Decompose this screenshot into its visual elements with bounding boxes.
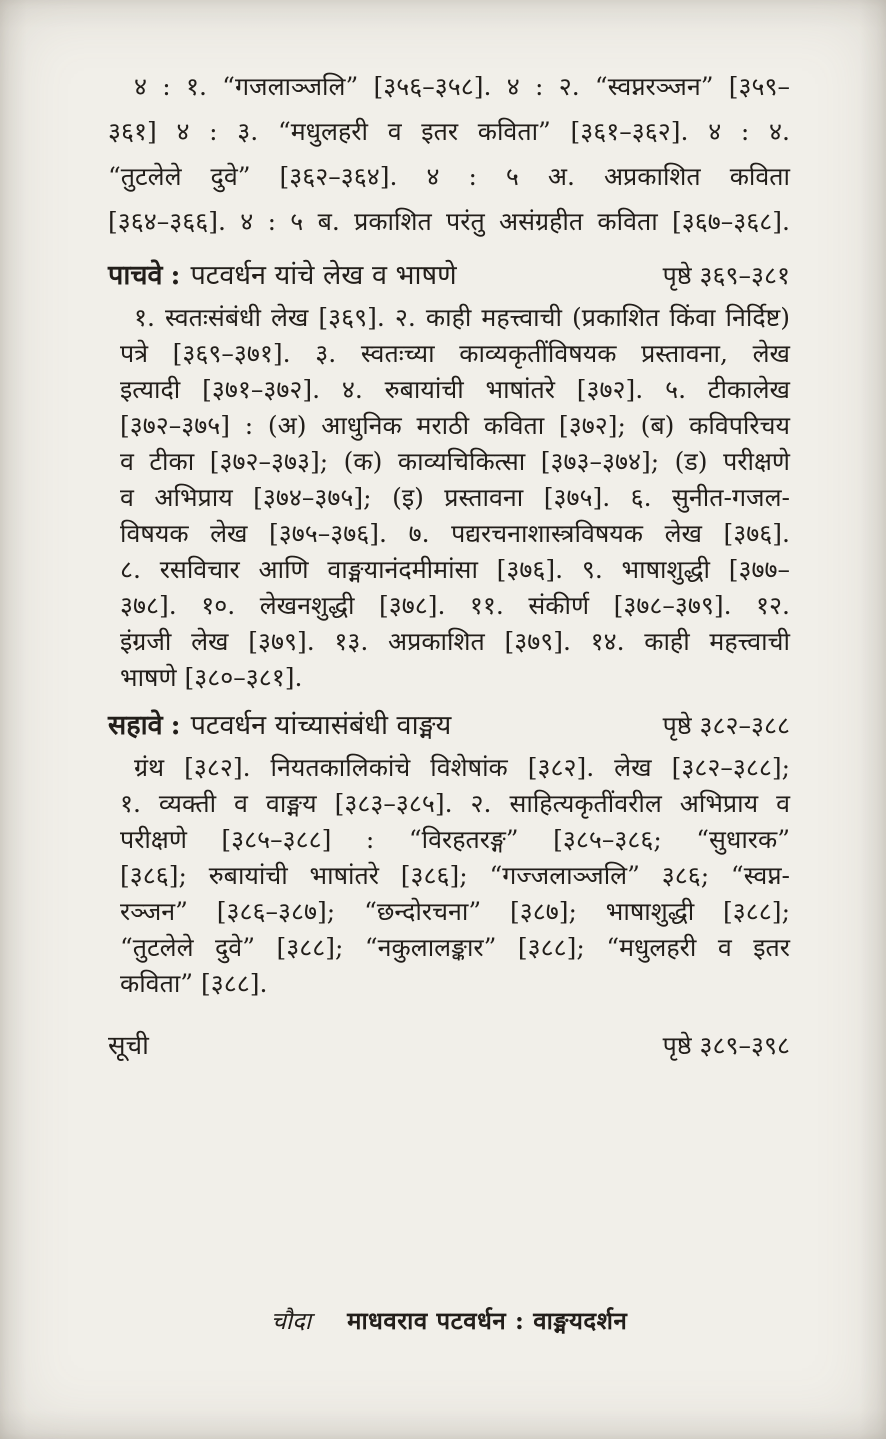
running-book-title: माधवराव पटवर्धन : वाङ्मयदर्शन [347, 1306, 628, 1335]
section-page-range: पृष्ठे ३८२–३८८ [662, 711, 790, 740]
toc-line: परीक्षणे [३८५–३८८] : “विरहतरङ्ग” [३८५–३८६; “सुधारक” [120, 825, 790, 854]
toc-line: [३८६]; रुबायांची भाषांतरे [३८६]; “गज्जलाञ्जलि” ३८६; “स्वप्न- [120, 861, 790, 890]
toc-line: विषयक लेख [३७५–३७६]. ७. पद्यरचनाशास्त्रविषयक लेख [३७६]. [120, 519, 790, 548]
toc-intro-paragraph [108, 64, 790, 244]
toc-line: १. व्यक्ती व वाङ्मय [३८३–३८५]. २. साहित्यकृतींवरील अभिप्राय व [120, 789, 790, 818]
folio-page-word: चौदा [270, 1307, 312, 1335]
toc-line: “तुटलेले दुवे” [३८८]; “नकुलालङ्कार” [३८८]; “मधुलहरी व इतर [120, 933, 790, 962]
toc-line: “तुटलेले दुवे” [३६२–३६४]. ४ : ५ अ. अप्रकाशित कविता [108, 162, 790, 191]
toc-line: व अभिप्राय [३७४–३७५]; (इ) प्रस्तावना [३७५]. ६. सुनीत-गजल- [120, 483, 790, 512]
toc-line: [३७२–३७५] : (अ) आधुनिक मराठी कविता [३७२]; (ब) कविपरिचय [120, 411, 790, 440]
section-number-word: सहावे [108, 710, 163, 741]
section-separator: : [170, 260, 181, 291]
toc-line: कविता” [३८८]. [120, 969, 268, 998]
toc-line: ८. रसविचार आणि वाङ्मयानंदमीमांसा [३७६]. ९. भाषाशुद्धी [३७७– [120, 555, 790, 584]
toc-line: पत्रे [३६९–३७१]. ३. स्वतःच्या काव्यकृतींविषयक प्रस्तावना, लेख [120, 339, 790, 368]
toc-line: [३६४–३६६]. ४ : ५ ब. प्रकाशित परंतु असंग्रहीत कविता [३६७–३६८]. [108, 207, 790, 236]
toc-line: इंग्रजी लेख [३७९]. १३. अप्रकाशित [३७९]. १४. काही महत्त्वाची [120, 627, 790, 656]
toc-line: भाषणे [३८०–३८१]. [120, 663, 303, 692]
section-number-word: पाचवे [108, 260, 163, 291]
toc-line: व टीका [३७२–३७३]; (क) काव्यचिकित्सा [३७३–३७४]; (ड) परीक्षणे [120, 447, 790, 476]
toc-section-six [108, 704, 790, 1002]
section-six-body [108, 750, 790, 1002]
index-label: सूची [108, 1031, 149, 1061]
toc-line: ४ : १. “गजलाञ्जलि” [३५६–३५८]. ४ : २. “स्वप्नरञ्जन” [३५९– [134, 72, 790, 101]
toc-line: रञ्जन” [३८६–३८७]; “छन्दोरचना” [३८७]; भाषाशुद्धी [३८८]; [120, 897, 790, 926]
page-footer [108, 1304, 790, 1338]
section-six-header [108, 704, 790, 748]
section-title: पटवर्धन यांचे लेख व भाषणे [190, 260, 457, 291]
section-title: पटवर्धन यांच्यासंबंधी वाङ्मय [190, 710, 452, 741]
section-five-header [108, 254, 790, 298]
toc-line: १. स्वतःसंबंधी लेख [३६९]. २. काही महत्त्वाची (प्रकाशित किंवा निर्दिष्ट) [134, 303, 790, 332]
section-separator: : [170, 710, 181, 741]
toc-section-five [108, 254, 790, 696]
toc-line: ग्रंथ [३८२]. नियतकालिकांचे विशेषांक [३८२]. लेख [३८२–३८८]; [134, 753, 790, 782]
toc-line: ३६१] ४ : ३. “मधुलहरी व इतर कविता” [३६१–३६२]. ४ : ४. [108, 117, 790, 146]
index-page-range: पृष्ठे ३८९–३९८ [662, 1031, 790, 1060]
toc-index-entry [108, 1024, 790, 1068]
toc-line: इत्यादी [३७१–३७२]. ४. रुबायांची भाषांतरे [३७२]. ५. टीकालेख [120, 375, 790, 404]
section-page-range: पृष्ठे ३६९–३८१ [662, 261, 790, 290]
toc-line: ३७८]. १०. लेखनशुद्धी [३७८]. ११. संकीर्ण [३७८–३७९]. १२. [120, 591, 790, 620]
section-five-body [108, 300, 790, 696]
